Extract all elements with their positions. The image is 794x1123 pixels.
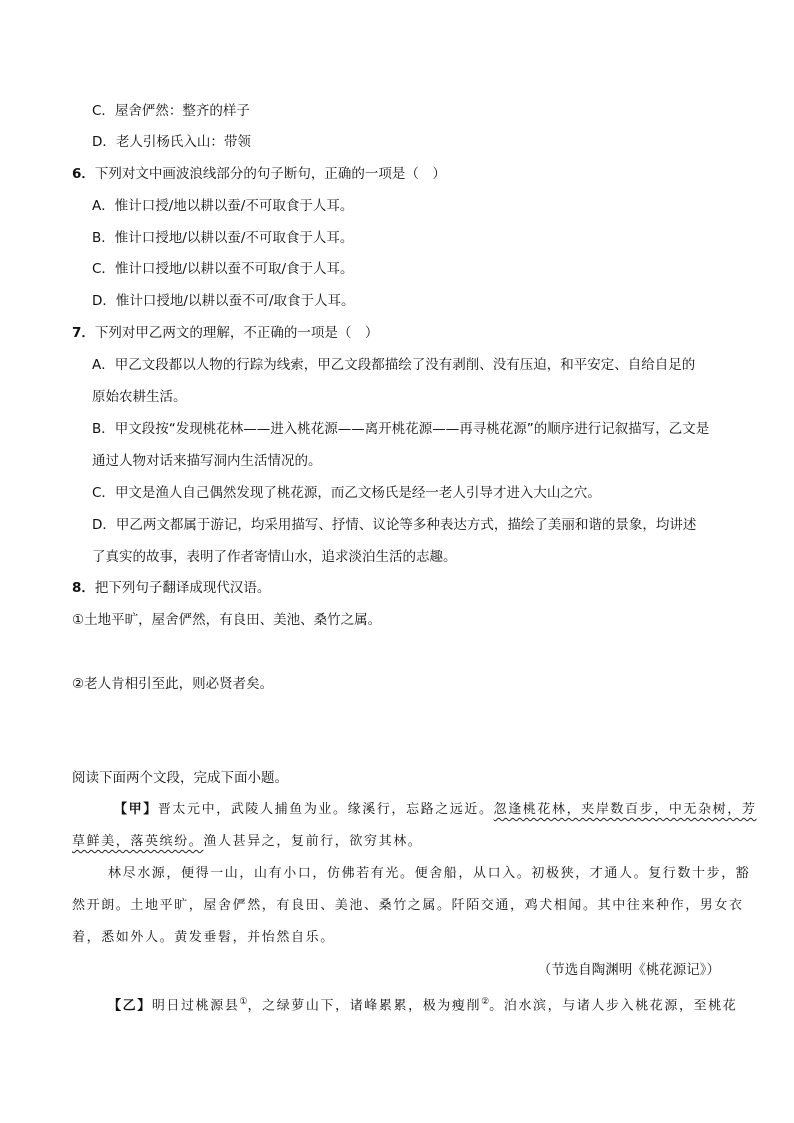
yi-text: 。泊水滨，与诸人步入桃花源，至桃花 xyxy=(489,998,738,1014)
q7-option-c xyxy=(92,483,601,503)
q7-option-b-line1 xyxy=(92,419,709,439)
option-letter: C． xyxy=(92,103,115,119)
option-text: 甲文段按“发现桃花林——进入桃花源——离开桃花源——再寻桃花源”的顺序进行记叙描写，乙文是 xyxy=(114,421,710,437)
option-text: 惟计口授地/以耕以蚕/不可取食于人耳。 xyxy=(114,230,354,246)
yi-text: 明日过桃源县 xyxy=(151,998,240,1014)
q7-option-a-line2: 原始农耕生活。 xyxy=(92,389,187,405)
reading-intro: 阅读下面两个文段，完成下面小题。 xyxy=(72,770,288,786)
option-letter: A． xyxy=(92,198,115,214)
option-text: 惟计口授地/以耕以蚕不可/取食于人耳。 xyxy=(115,293,355,309)
wavy-underlined-text: 草鲜美，落英缤纷。 xyxy=(72,834,204,849)
q7-option-b-line2: 通过人物对话来描写洞内生活情况的。 xyxy=(92,453,322,469)
option-letter: D． xyxy=(92,517,116,533)
question-number: 7． xyxy=(72,325,95,341)
option-text: 屋舍俨然：整齐的样子 xyxy=(114,103,250,119)
jia-paragraph-1-line1 xyxy=(114,800,756,820)
option-letter: B． xyxy=(92,421,115,437)
wavy-underlined-text: 忽逢桃花林，夹岸数百步，中无杂树，芳 xyxy=(493,802,757,817)
option-letter: B． xyxy=(92,230,115,246)
jia-label: 【甲】 xyxy=(114,802,158,817)
jia-paragraph-2-line3: 着，悉如外人。黄发垂髫，并怡然自乐。 xyxy=(72,930,335,945)
option-text: 老人引杨氏入山：带领 xyxy=(115,134,251,150)
jia-text: 晋太元中，武陵人捕鱼为业。缘溪行，忘路之远近。 xyxy=(157,802,494,817)
option-text: 甲乙两文都属于游记，均采用描写、抒情、议论等多种表达方式，描绘了美丽和谐的景象，均讲述 xyxy=(115,517,697,533)
yi-paragraph-line1 xyxy=(108,992,737,1016)
passage-source: （节选自陶渊明《桃花源记》） xyxy=(537,962,720,978)
q6-option-a xyxy=(92,196,353,216)
option-letter: D． xyxy=(92,293,116,309)
yi-text: ，之绿萝山下，诸峰累累，极为瘦削 xyxy=(247,998,482,1014)
q7-stem xyxy=(72,323,378,343)
q7-option-d-line1 xyxy=(92,515,696,535)
q6-option-c xyxy=(92,259,354,279)
jia-paragraph-2-line1: 林尽水源，便得一山，山有小口，仿佛若有光。便舍船，从口入。初极狭，才通人。复行数十步，豁 xyxy=(108,866,751,881)
footnote-marker: ① xyxy=(239,997,248,1007)
q8-item-2: ②老人肯相引至此，则必贤者矣。 xyxy=(72,676,274,692)
yi-label: 【乙】 xyxy=(108,998,152,1014)
option-text: 甲文是渔人自己偶然发现了桃花源，而乙文杨氏是经一老人引导才进入大山之穴。 xyxy=(114,485,601,501)
footnote-marker: ② xyxy=(481,997,490,1007)
question-number: 8． xyxy=(72,580,95,596)
q6-option-d xyxy=(92,291,355,311)
q6-stem xyxy=(72,164,446,184)
q7-option-d-line2: 了真实的故事，表明了作者寄情山水，追求淡泊生活的志趣。 xyxy=(92,549,457,565)
question-number: 6． xyxy=(72,166,95,182)
q8-stem xyxy=(72,578,270,598)
q6-option-b xyxy=(92,228,353,248)
option-text: 惟计口授/地以耕以蚕/不可取食于人耳。 xyxy=(114,198,354,214)
q8-item-1: ①土地平旷，屋舍俨然，有良田、美池、桑竹之属。 xyxy=(72,612,382,628)
option-text: 惟计口授地/以耕以蚕不可取/食于人耳。 xyxy=(114,261,354,277)
option-letter: D． xyxy=(92,134,116,150)
option-letter: A． xyxy=(92,357,115,373)
jia-text: 渔人甚异之，复前行，欲穷其林。 xyxy=(203,834,423,849)
jia-paragraph-1-line2 xyxy=(72,832,422,852)
option-letter: C． xyxy=(92,261,115,277)
question-text: 下列对文中画波浪线部分的句子断句，正确的一项是（ ） xyxy=(94,166,446,182)
q7-option-a-line1 xyxy=(92,355,695,375)
q5-option-d xyxy=(92,132,251,152)
jia-paragraph-2-line2: 然开朗。土地平旷，屋舍俨然，有良田、美池、桑竹之属。阡陌交通，鸡犬相闻。其中往来种作，男女衣 xyxy=(72,898,744,913)
question-text: 下列对甲乙两文的理解，不正确的一项是（ ） xyxy=(94,325,379,341)
q5-option-c xyxy=(92,101,250,121)
option-text: 甲乙文段都以人物的行踪为线索，甲乙文段都描绘了没有剥削、没有压迫，和平安定、自给自足的 xyxy=(114,357,696,373)
question-text: 把下列句子翻译成现代汉语。 xyxy=(94,580,271,596)
option-letter: C． xyxy=(92,485,115,501)
